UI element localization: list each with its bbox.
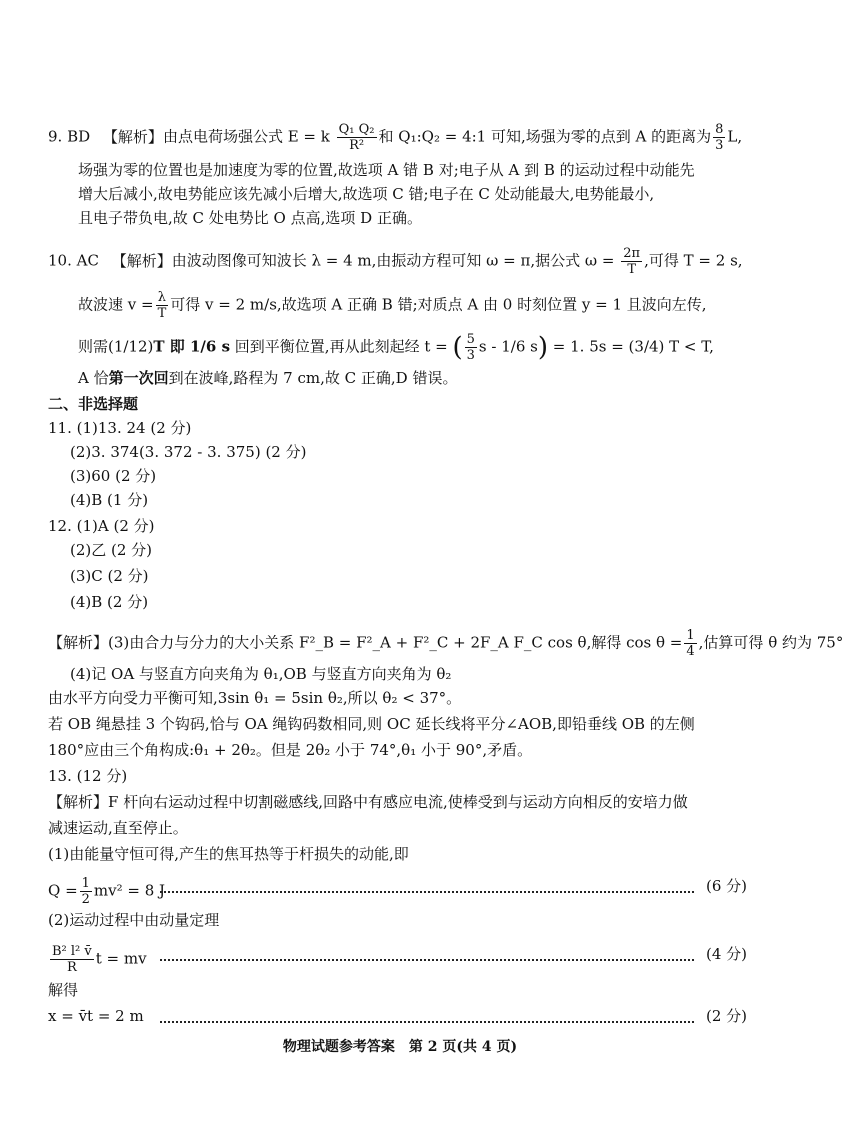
q13-analysis-1: 【解析】F 杆向右运动过程中切割磁感线,回路中有感应电流,使棒受到与运动方向相反的安培力做 bbox=[48, 793, 688, 811]
q12-analysis-3: 由水平方向受力平衡可知,3sin θ₁ = 5sin θ₂,所以 θ₂ < 37°。 bbox=[48, 689, 462, 707]
q12-analysis-4: 若 OB 绳悬挂 3 个钩码,恰与 OA 绳钩码数相同,则 OC 延长线将平分∠AOB,即铅垂线 OB 的左侧 bbox=[48, 715, 695, 733]
leader-dots bbox=[160, 891, 694, 893]
q9-line1: 9. BD 【解析】由点电荷场强公式 E = k $\frac{\text{Q₁ Q₂}}{\text{R²}}$ 和 Q₁:Q₂ = 4:1 可知,场强为零的点到 A 的距离为 $\frac{8}{3}$ L, bbox=[48, 122, 743, 153]
omega-fraction: $\frac{2\pi}{T}$ bbox=[623, 246, 641, 277]
q13-analysis-2: 减速运动,直至停止。 bbox=[48, 819, 188, 837]
analysis-tag: 【解析】 bbox=[102, 127, 163, 146]
q11-answer-2: (2)3. 374(3. 372 - 3. 375) (2 分) bbox=[70, 443, 307, 461]
q13-label: 13. (12 分) bbox=[48, 767, 128, 785]
cos-fraction: $\frac{1}{4}$ bbox=[686, 628, 695, 659]
q9-line3: 增大后减小,故电势能应该先减小后增大,故选项 C 错;电子在 C 处动能最大,电势能最小, bbox=[78, 185, 655, 203]
q13-analysis-3: (1)由能量守恒可得,产生的焦耳热等于杆损失的动能,即 bbox=[48, 845, 409, 863]
time-fraction: $\frac{5}{3}$ bbox=[466, 332, 475, 363]
analysis-tag: 【解析】 bbox=[111, 251, 172, 270]
q11-answer-1: 11. (1)13. 24 (2 分) bbox=[48, 419, 192, 437]
q13-equation-3: x = v̄t = 2 m bbox=[48, 1007, 144, 1025]
half-fraction: $\frac{1}{2}$ bbox=[81, 876, 90, 907]
momentum-fraction: $\frac{\text{B² l² v̄}}{R}$ bbox=[52, 944, 92, 975]
q11-answer-3: (3)60 (2 分) bbox=[70, 467, 157, 485]
q10-line4: A 恰第一次回到在波峰,路程为 7 cm,故 C 正确,D 错误。 bbox=[78, 369, 458, 387]
analysis-tag: 【解析】 bbox=[48, 793, 109, 811]
section-heading: 二、非选择题 bbox=[48, 395, 139, 413]
q9-line2: 场强为零的位置也是加速度为零的位置,故选项 A 错 B 对;电子从 A 到 B 的运动过程中动能先 bbox=[78, 161, 695, 179]
page-footer: 物理试题参考答案 第 2 页(共 4 页) bbox=[282, 1039, 518, 1055]
q11-answer-4: (4)B (1 分) bbox=[70, 491, 149, 509]
q13-equation-2: $\frac{\text{B² l² v̄}}{R}$ t = mv bbox=[52, 944, 147, 975]
score-1: (6 分) bbox=[706, 877, 748, 895]
q12-answer-3: (3)C (2 分) bbox=[70, 567, 149, 585]
q10-line2: 故波速 v = $\frac{\lambda}{T}$ 可得 v = 2 m/s,故选项 A 正确 B 错;对质点 A 由 0 时刻位置 y = 1 且波向左传, bbox=[78, 290, 707, 321]
q13-equation-1: Q = $\frac{1}{2}$ mv² = 8 J bbox=[48, 876, 166, 907]
q10-line3: 则需(1/12)T 即 1/6 s 回到平衡位置,再从此刻起经 t = ( $\frac{5}{3}$ s - 1/6 s) = 1. 5s = (3/4) T < T, bbox=[78, 332, 714, 363]
q10-label: 10. AC bbox=[48, 251, 99, 270]
q13-analysis-5: 解得 bbox=[48, 981, 79, 999]
q12-analysis-2: (4)记 OA 与竖直方向夹角为 θ₁,OB 与竖直方向夹角为 θ₂ bbox=[70, 665, 452, 683]
q12-analysis-1: 【解析】(3)由合力与分力的大小关系 F²_B = F²_A + F²_C + 2F_A F_C cos θ,解得 cos θ = $\frac{1}{4}$ ,估算可得 θ 约为 75° bbox=[48, 628, 843, 659]
analysis-tag: 【解析】 bbox=[48, 633, 109, 652]
leader-dots bbox=[160, 1021, 694, 1023]
q12-answer-1: 12. (1)A (2 分) bbox=[48, 517, 155, 535]
distance-fraction: $\frac{8}{3}$ bbox=[715, 122, 724, 153]
q12-answer-4: (4)B (2 分) bbox=[70, 593, 149, 611]
q9-line4: 且电子带负电,故 C 处电势比 O 点高,选项 D 正确。 bbox=[78, 209, 422, 227]
score-3: (2 分) bbox=[706, 1007, 748, 1025]
score-2: (4 分) bbox=[706, 945, 748, 963]
q9-label: 9. BD bbox=[48, 127, 91, 146]
q10-line1: 10. AC 【解析】由波动图像可知波长 λ = 4 m,由振动方程可知 ω = π,据公式 ω = $\frac{2\pi}{T}$ ,可得 T = 2 s, bbox=[48, 246, 743, 277]
field-formula-fraction: $\frac{\text{Q₁ Q₂}}{\text{R²}}$ bbox=[338, 122, 375, 153]
leader-dots bbox=[160, 959, 694, 961]
q12-analysis-5: 180°应由三个角构成:θ₁ + 2θ₂。但是 2θ₂ 小于 74°,θ₁ 小于 90°,矛盾。 bbox=[48, 741, 533, 759]
q13-analysis-4: (2)运动过程中由动量定理 bbox=[48, 911, 220, 929]
wave-speed-fraction: $\frac{\lambda}{T}$ bbox=[157, 290, 167, 321]
q12-answer-2: (2)乙 (2 分) bbox=[70, 541, 153, 559]
